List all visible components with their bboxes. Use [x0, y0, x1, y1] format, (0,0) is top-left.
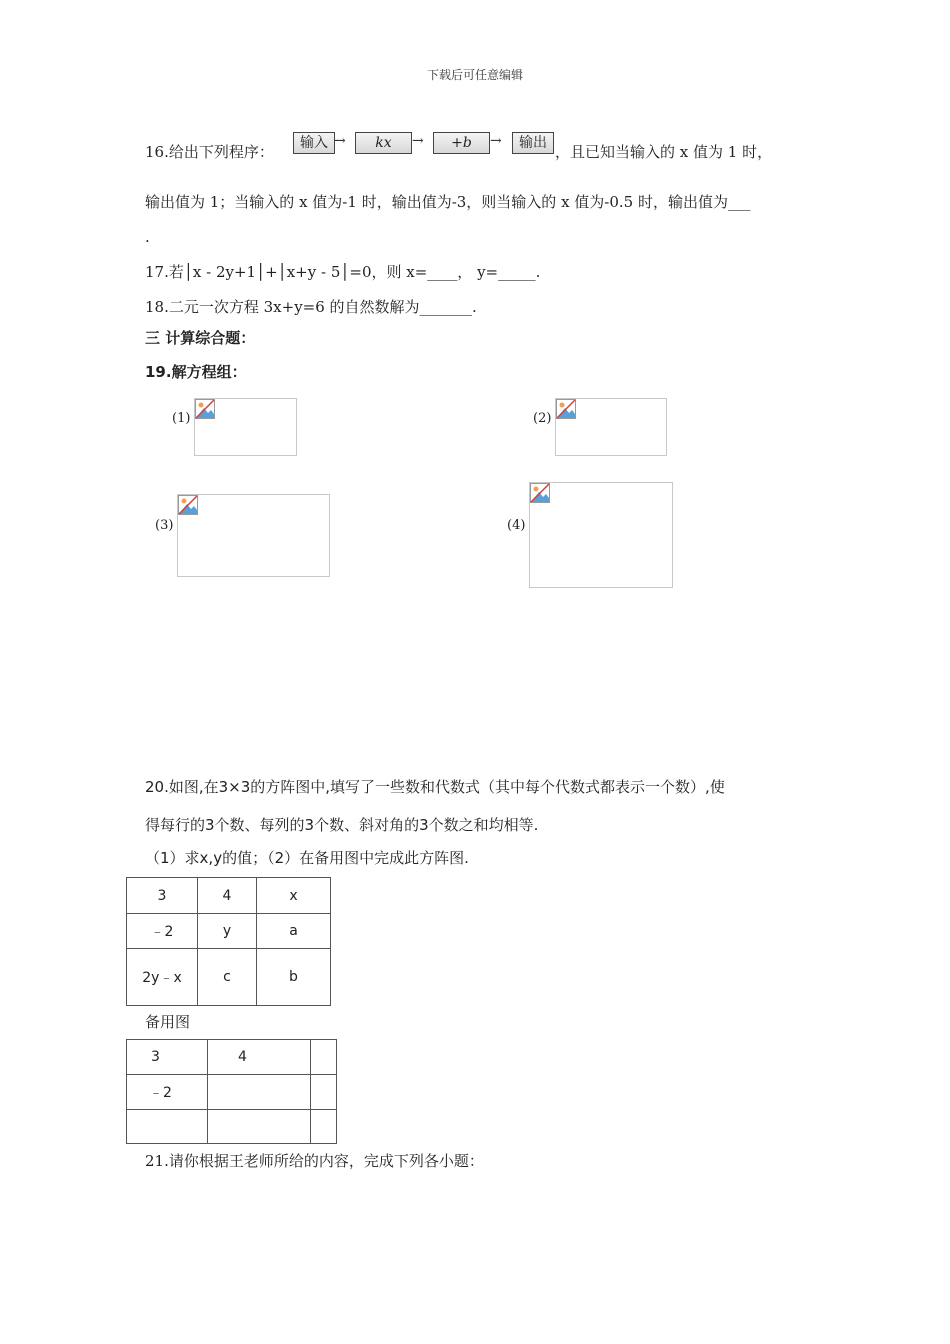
grid-cell: 4: [198, 878, 257, 914]
grid-cell: b: [257, 949, 331, 1006]
grid-cell: 4: [208, 1040, 311, 1075]
spare-figure-label: 备用图: [145, 1013, 191, 1031]
grid-cell: a: [257, 914, 331, 949]
q20-line3: （1）求x,y的值；（2）在备用图中完成此方阵图.: [145, 849, 469, 867]
grid-cell: ﹣2: [127, 1075, 208, 1110]
grid-cell: [208, 1075, 311, 1110]
q16-suffix: ，且已知当输入的 x 值为 1 时，: [555, 143, 773, 161]
magic-square-table: [126, 877, 331, 1006]
grid-cell: [311, 1040, 337, 1075]
q19-label-2: (2): [533, 411, 552, 426]
grid-cell: 3: [127, 1040, 208, 1075]
flow-output-box: 输出: [512, 132, 554, 154]
page-header: 下载后可任意编辑: [426, 68, 523, 82]
q20-line2: 得每行的3个数、每列的3个数、斜对角的3个数之和均相等.: [145, 816, 539, 834]
flow-kx-box: kx: [355, 132, 412, 154]
q19-label-1: (1): [172, 411, 191, 426]
grid-cell: 3: [127, 878, 198, 914]
broken-image-icon: [530, 483, 550, 503]
equation-image-3: [177, 494, 330, 577]
flow-input-box: 输入: [293, 132, 335, 154]
grid-cell: [311, 1110, 337, 1144]
spare-magic-square-table: [126, 1039, 337, 1144]
equation-image-4: [529, 482, 673, 588]
q16-prefix: 16.给出下列程序：: [145, 143, 274, 161]
grid-cell: [311, 1075, 337, 1110]
grid-cell: 2y﹣x: [127, 949, 198, 1006]
broken-image-icon: [556, 399, 576, 419]
flow-plus-b-box: +b: [433, 132, 490, 154]
equation-image-2: [555, 398, 667, 456]
grid-cell: [127, 1110, 208, 1144]
equation-image-1: [194, 398, 297, 456]
section-title: 三 计算综合题：: [145, 329, 256, 347]
q16-line3: .: [145, 228, 150, 246]
q21-text: 21.请你根据王老师所给的内容，完成下列各小题：: [145, 1152, 484, 1170]
flow-arrow-icon: →: [490, 133, 502, 149]
grid-cell: y: [198, 914, 257, 949]
grid-cell: x: [257, 878, 331, 914]
q20-line1: 20.如图,在3×3的方阵图中,填写了一些数和代数式（其中每个代数式都表示一个数）,使: [145, 778, 725, 796]
grid-cell: ﹣2: [127, 914, 198, 949]
flow-arrow-icon: →: [412, 133, 424, 149]
q17-text: 17.若│x - 2y+1│+│x+y - 5│=0，则 x=____， y=_____.: [145, 263, 541, 281]
grid-cell: [208, 1110, 311, 1144]
q19-label-3: (3): [155, 518, 174, 533]
broken-image-icon: [178, 495, 198, 515]
broken-image-icon: [195, 399, 215, 419]
q19-title: 19.解方程组：: [145, 363, 247, 381]
q19-label-4: (4): [507, 518, 526, 533]
flow-arrow-icon: →: [334, 133, 346, 149]
q18-text: 18.二元一次方程 3x+y=6 的自然数解为_______.: [145, 298, 477, 316]
grid-cell: c: [198, 949, 257, 1006]
q16-line2: 输出值为 1；当输入的 x 值为-1 时，输出值为-3，则当输入的 x 值为-0.5 时，输出值为___: [145, 193, 751, 211]
